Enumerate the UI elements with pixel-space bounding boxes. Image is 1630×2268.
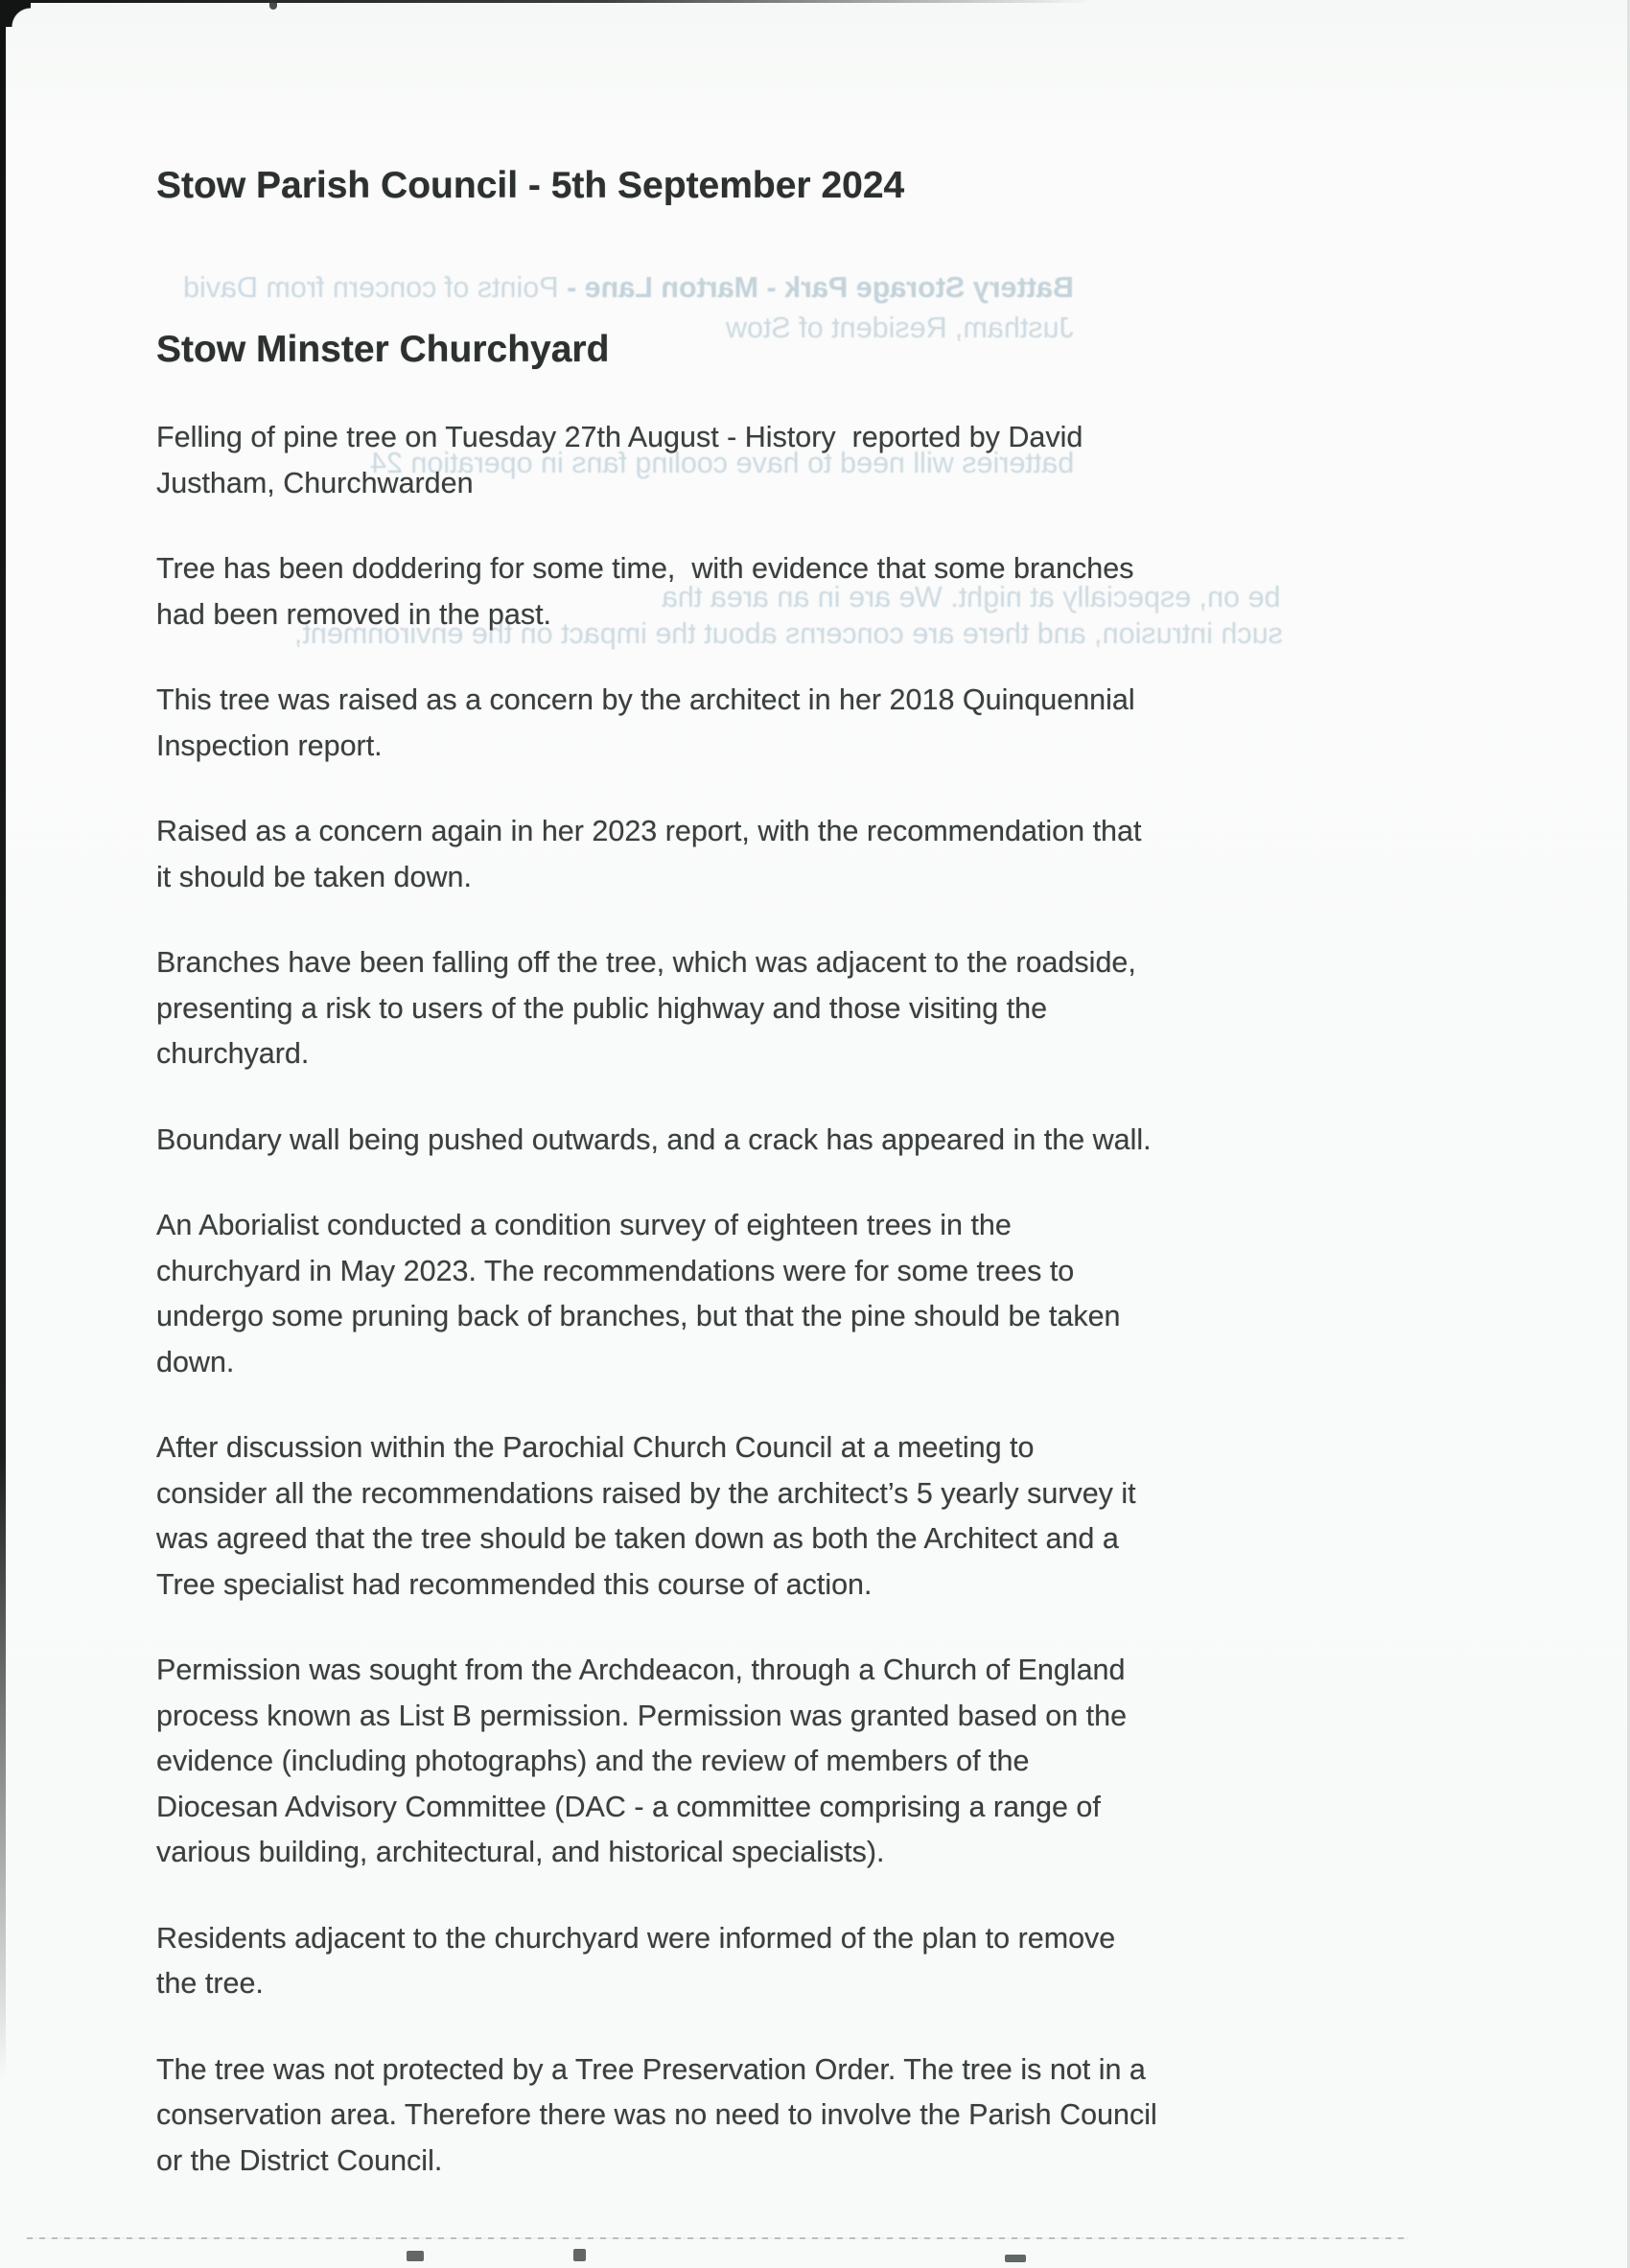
text-line: the tree.	[156, 1967, 264, 2000]
bleed-through-text: be on, especially at night. We are in an area tha	[661, 581, 1280, 613]
scan-edge-top-artifact	[0, 0, 1093, 3]
paragraph-no-tpo	[156, 2048, 1345, 2185]
text-line: churchyard in May 2023. The recommendations were for some trees to	[156, 1254, 1075, 1287]
scan-edge-left-artifact	[0, 0, 6, 2080]
text-line: undergo some pruning back of branches, but that the pine should be taken	[156, 1300, 1121, 1332]
text-line: down.	[156, 1345, 235, 1378]
text-line: An Aborialist conducted a condition survey of eighteen trees in the	[156, 1209, 1012, 1241]
text-line: Raised as a concern again in her 2023 report, with the recommendation that	[156, 815, 1142, 847]
scan-bottom-line-artifact	[27, 2237, 1408, 2239]
text-line: Tree specialist had recommended this course of action.	[156, 1567, 873, 1601]
text-line: Permission was sought from the Archdeacon, through a Church of England	[156, 1654, 1126, 1686]
text-line: Boundary wall being pushed outwards, and a crack has appeared in the wall.	[156, 1122, 1152, 1156]
text-line: various building, architectural, and historical specialists).	[156, 1836, 885, 1868]
paragraph-aborialist-survey	[156, 1203, 1345, 1385]
paragraph-boundary-wall	[156, 1118, 1345, 1164]
text-line: Diocesan Advisory Committee (DAC - a committee comprising a range of	[156, 1790, 1101, 1823]
paragraph-falling-branches	[156, 940, 1345, 1077]
text-line: process known as List B permission. Permission was granted based on the	[156, 1699, 1128, 1732]
document-body	[156, 163, 1345, 2224]
text-line: The tree was not protected by a Tree Preservation Order. The tree is not in a	[156, 2052, 1146, 2086]
text-line: This tree was raised as a concern by the architect in her 2018 Quinquennial	[156, 683, 1135, 716]
text-line: churchyard.	[156, 1037, 310, 1070]
text-line: Residents adjacent to the churchyard were informed of the plan to remove	[156, 1921, 1116, 1955]
text-line: presenting a risk to users of the public highway and those visiting the	[156, 991, 1048, 1025]
text-line: evidence (including photographs) and the review of members of the	[156, 1745, 1030, 1777]
text-line: Branches have been falling off the tree, which was adjacent to the roadside,	[156, 946, 1136, 979]
paragraph-tree-doddering	[156, 546, 1345, 637]
scan-corner-artifact	[0, 0, 31, 27]
paragraph-felling-intro	[156, 415, 1345, 506]
paragraph-pcc-discussion	[156, 1425, 1345, 1608]
bleed-through-text: Points of concern from David	[183, 271, 568, 304]
bleed-through-text: batteries will need to have cooling fans in operation 24	[369, 447, 1074, 479]
scan-notch-artifact	[269, 0, 277, 10]
text-line: it should be taken down.	[156, 860, 472, 893]
text-line: Inspection report.	[156, 729, 383, 762]
scan-speck-artifact	[1005, 2255, 1026, 2262]
bleed-through-bold-text: Battery Storage Park - Marton Lane -	[567, 271, 1074, 304]
scan-speck-artifact	[573, 2249, 586, 2261]
bleed-through-text: such intrusion, and there are concerns about the impact on the environment,	[294, 617, 1283, 650]
document-title: Stow Parish Council - 5th September 2024	[156, 165, 905, 206]
text-line: Justham, Churchwarden	[156, 466, 474, 499]
paragraph-permission	[156, 1648, 1345, 1876]
paragraph-2023-report	[156, 809, 1345, 900]
text-line: consider all the recommendations raised by the architect’s 5 yearly survey it	[156, 1476, 1136, 1510]
scan-speck-artifact	[407, 2251, 424, 2261]
text-line: or the District Council.	[156, 2143, 443, 2177]
text-line: had been removed in the past.	[156, 597, 552, 631]
paragraph-2018-inspection	[156, 678, 1345, 769]
text-line: Felling of pine tree on Tuesday 27th August - History reported by David	[156, 421, 1083, 453]
text-line: conservation area. Therefore there was no need to involve the Parish Council	[156, 2098, 1157, 2131]
bleed-through-text: Justham, Resident of Stow	[726, 312, 1074, 344]
paragraph-residents-informed	[156, 1916, 1345, 2007]
text-line: was agreed that the tree should be taken down as both the Architect and a	[156, 1522, 1119, 1555]
text-line: After discussion within the Parochial Church Council at a meeting to	[156, 1431, 1035, 1464]
text-line: Tree has been doddering for some time, with evidence that some branches	[156, 552, 1134, 585]
section-heading: Stow Minster Churchyard	[156, 329, 610, 370]
